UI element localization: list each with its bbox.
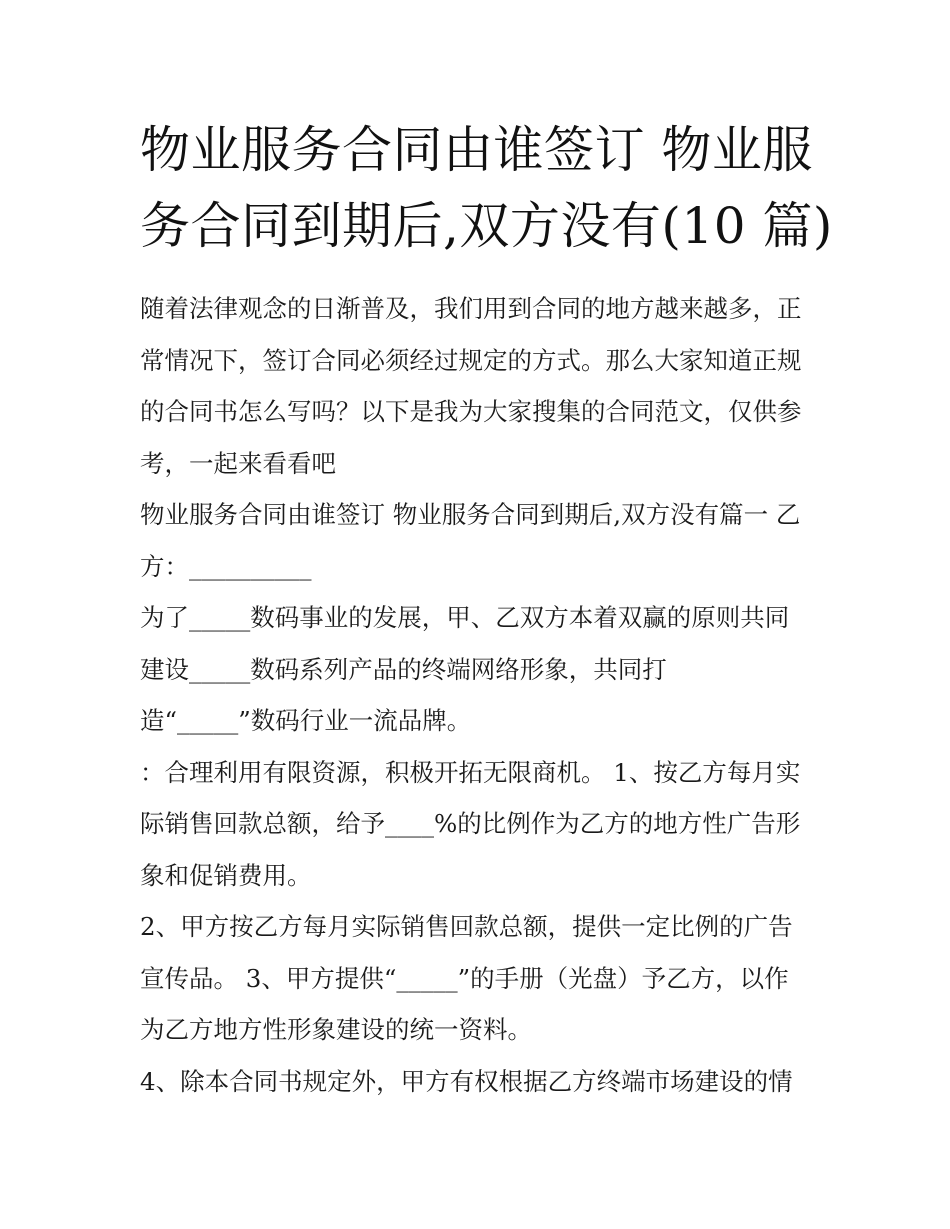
body-line: ：合理利用有限资源，积极开拓无限商机。 1、按乙方每月实: [140, 757, 801, 787]
body-line: 2、甲方按乙方每月实际销售回款总额，提供一定比例的广告: [140, 912, 793, 941]
document-body: [140, 283, 820, 1107]
body-line: 际销售回款总额，给予____%的比例作为乙方的地方性广告形: [140, 809, 801, 838]
body-line: 的合同书怎么写吗？以下是我为大家搜集的合同范文，仅供参: [140, 397, 802, 426]
title-line: 物业服务合同由谁签订 物业服: [140, 121, 813, 179]
body-line: 为了_____数码事业的发展，甲、乙双方本着双赢的原则共同: [140, 603, 790, 632]
body-line: 常情况下，签订合同必须经过规定的方式。那么大家知道正规: [140, 345, 802, 375]
document-title: [140, 112, 833, 264]
body-line: 随着法律观念的日渐普及，我们用到合同的地方越来越多，正: [140, 294, 802, 323]
body-line: 4、除本合同书规定外，甲方有权根据乙方终端市场建设的情: [140, 1066, 793, 1096]
body-line: 为乙方地方性形象建设的统一资料。: [140, 1015, 532, 1044]
body-line: 造“_____”数码行业一流品牌。: [140, 706, 472, 735]
body-line: 建设_____数码系列产品的终端网络形象，共同打: [140, 654, 667, 684]
title-line: 务合同到期后,双方没有(10 篇): [140, 197, 833, 255]
body-line: 宣传品。 3、甲方提供“_____”的手册（光盘）予乙方，以作: [140, 963, 789, 993]
body-line: 象和促销费用。: [140, 860, 312, 890]
body-line: 物业服务合同由谁签订 物业服务合同到期后,双方没有篇一 乙: [140, 500, 801, 529]
body-line: 考，一起来看看吧: [140, 448, 336, 478]
body-line: 方：__________: [140, 551, 312, 581]
